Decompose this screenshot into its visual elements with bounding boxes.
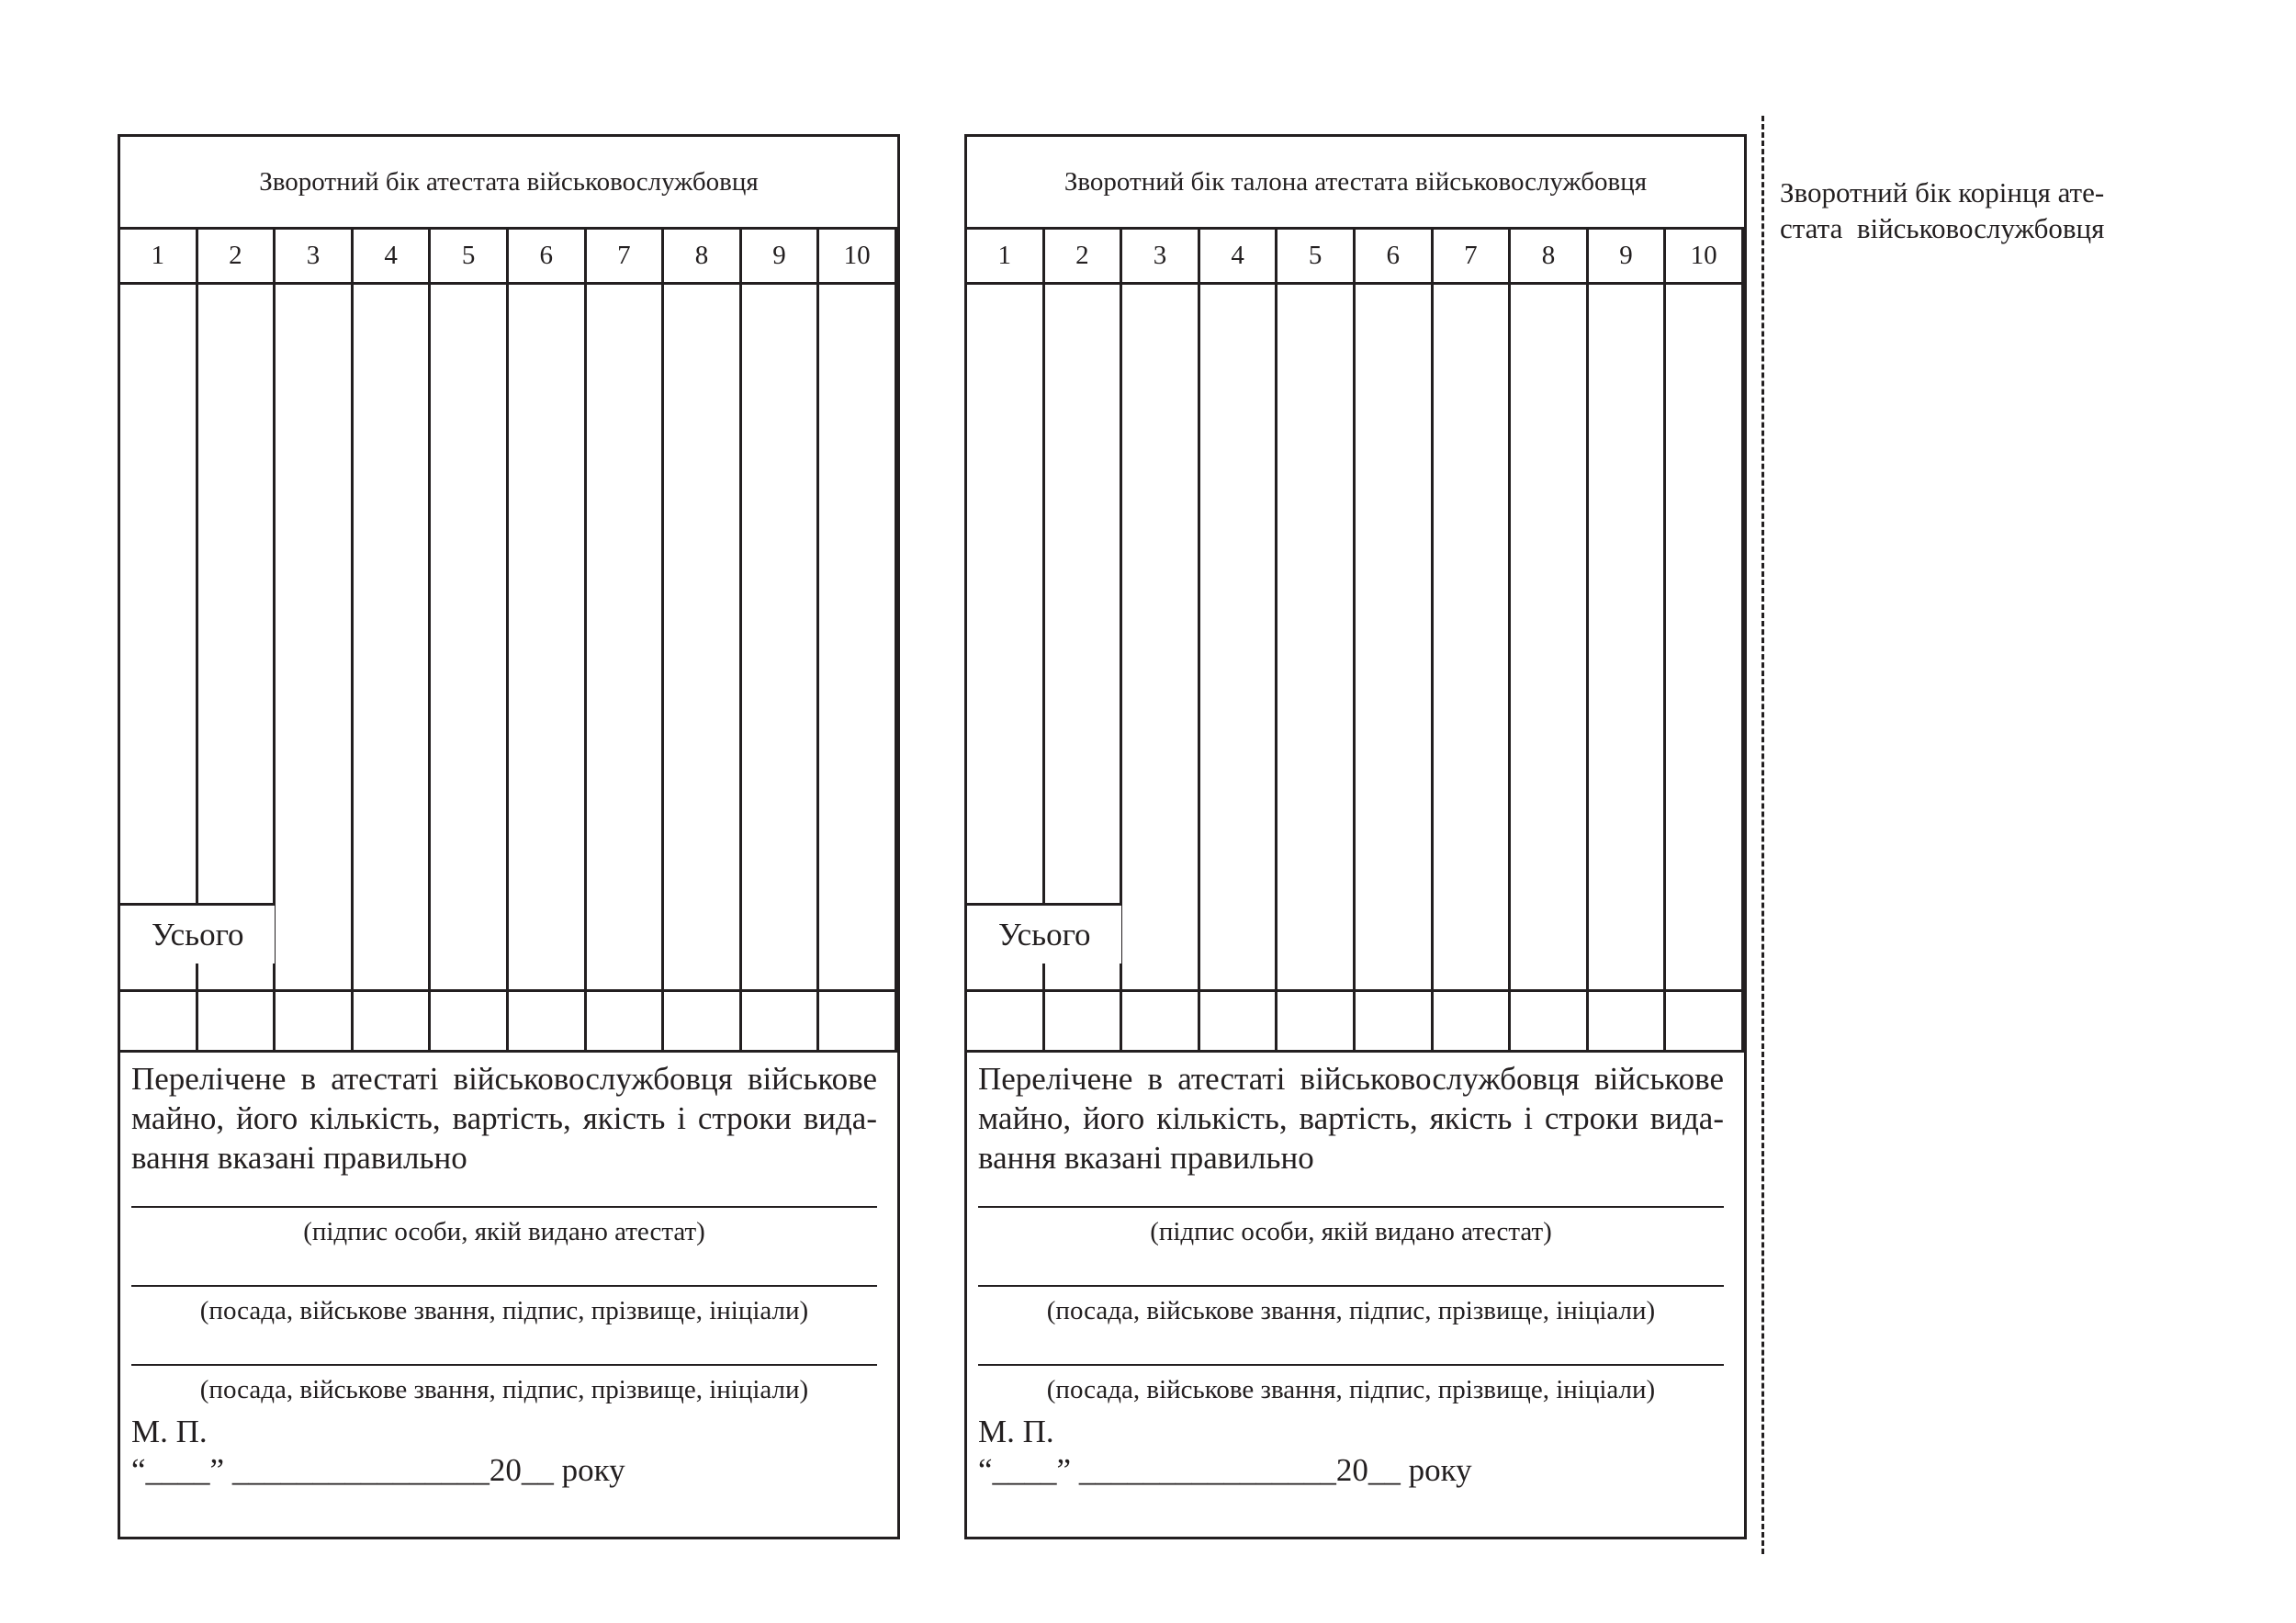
total-cell[interactable] bbox=[1200, 989, 1276, 1050]
column-header: 1 bbox=[120, 230, 196, 285]
table-column bbox=[587, 230, 665, 1050]
total-cell[interactable] bbox=[1277, 989, 1353, 1050]
total-label: Усього bbox=[120, 903, 275, 964]
certification-text: Перелічене в атестаті військовослужбовця військове майно, його кількість, вартість, якість і строки вида-вання вказані правильно bbox=[978, 1061, 1724, 1176]
column-cell[interactable] bbox=[1200, 285, 1276, 902]
table-column bbox=[742, 230, 820, 1050]
signature-line-official-1[interactable] bbox=[978, 1285, 1724, 1287]
column-header: 2 bbox=[198, 230, 274, 285]
table-column bbox=[276, 230, 354, 1050]
total-cell[interactable] bbox=[509, 989, 584, 1050]
total-label: Усього bbox=[967, 903, 1121, 964]
form-title: Зворотний бік талона атестата військовослужбовця bbox=[967, 137, 1744, 230]
signature-caption-official-1: (посада, військове звання, підпис, прізвище, ініціали) bbox=[199, 1296, 809, 1325]
signature-line-official-1[interactable] bbox=[131, 1285, 877, 1287]
column-header: 4 bbox=[1200, 230, 1276, 285]
signature-line-recipient[interactable] bbox=[131, 1206, 877, 1208]
column-cell[interactable] bbox=[1045, 285, 1120, 902]
column-header: 6 bbox=[509, 230, 584, 285]
table-column bbox=[354, 230, 432, 1050]
stub-title-line-2: стата військовослужбовця bbox=[1780, 212, 2105, 244]
column-header: 9 bbox=[1589, 230, 1664, 285]
column-cell[interactable] bbox=[354, 285, 429, 902]
table-column bbox=[1434, 230, 1512, 1050]
table-column bbox=[664, 230, 742, 1050]
date-line[interactable]: “____” ________________20__ року bbox=[978, 1452, 1472, 1488]
column-cell[interactable] bbox=[431, 285, 506, 902]
total-cell[interactable] bbox=[1666, 989, 1741, 1050]
column-header: 8 bbox=[1511, 230, 1586, 285]
stamp-place-label: М. П. bbox=[978, 1414, 1054, 1449]
column-cell[interactable] bbox=[1589, 285, 1664, 902]
column-header: 10 bbox=[1666, 230, 1741, 285]
column-cell[interactable] bbox=[509, 285, 584, 902]
table-column bbox=[1589, 230, 1667, 1050]
column-cell[interactable] bbox=[198, 285, 274, 902]
table-column bbox=[431, 230, 509, 1050]
certification-text: Перелічене в атестаті військовослужбовця військове майно, його кількість, вартість, якість і строки вида-вання вказані правильно bbox=[131, 1061, 877, 1176]
certification-block bbox=[967, 1055, 1744, 1537]
column-header: 10 bbox=[819, 230, 895, 285]
column-cell[interactable] bbox=[1511, 285, 1586, 902]
table-column bbox=[509, 230, 587, 1050]
form-title: Зворотний бік атестата військовослужбовця bbox=[120, 137, 897, 230]
total-cell[interactable] bbox=[742, 989, 817, 1050]
stub-title-line-1: Зворотний бік корінця ате- bbox=[1780, 176, 2105, 209]
column-header: 4 bbox=[354, 230, 429, 285]
table-column bbox=[1356, 230, 1434, 1050]
column-header: 7 bbox=[587, 230, 662, 285]
table-column bbox=[819, 230, 897, 1050]
total-cell[interactable] bbox=[1511, 989, 1586, 1050]
certificate-back-form bbox=[118, 134, 900, 1539]
table-column bbox=[1277, 230, 1356, 1050]
signature-line-recipient[interactable] bbox=[978, 1206, 1724, 1208]
total-cell[interactable] bbox=[354, 989, 429, 1050]
column-cell[interactable] bbox=[276, 285, 351, 902]
column-cell[interactable] bbox=[664, 285, 739, 902]
certification-block bbox=[120, 1055, 897, 1537]
total-cell[interactable] bbox=[819, 989, 895, 1050]
total-cell[interactable] bbox=[664, 989, 739, 1050]
column-header: 3 bbox=[1122, 230, 1198, 285]
table-column bbox=[1122, 230, 1200, 1050]
signature-line-official-2[interactable] bbox=[978, 1364, 1724, 1366]
total-cell[interactable] bbox=[198, 989, 274, 1050]
total-cell[interactable] bbox=[120, 989, 196, 1050]
column-header: 7 bbox=[1434, 230, 1509, 285]
signature-caption-recipient: (підпис особи, якій видано атестат) bbox=[1150, 1217, 1552, 1246]
table-column bbox=[1200, 230, 1278, 1050]
column-cell[interactable] bbox=[120, 285, 196, 902]
table-column bbox=[1511, 230, 1589, 1050]
signature-caption-official-2: (посада, військове звання, підпис, прізвище, ініціали) bbox=[1046, 1375, 1656, 1404]
total-cell[interactable] bbox=[431, 989, 506, 1050]
column-cell[interactable] bbox=[1434, 285, 1509, 902]
column-header: 8 bbox=[664, 230, 739, 285]
items-table bbox=[967, 230, 1744, 1053]
total-cell[interactable] bbox=[587, 989, 662, 1050]
items-table bbox=[120, 230, 897, 1053]
column-header: 3 bbox=[276, 230, 351, 285]
column-cell[interactable] bbox=[1122, 285, 1198, 902]
column-header: 5 bbox=[431, 230, 506, 285]
column-cell[interactable] bbox=[967, 285, 1042, 902]
signature-caption-recipient: (підпис особи, якій видано атестат) bbox=[303, 1217, 705, 1246]
total-cell[interactable] bbox=[1122, 989, 1198, 1050]
column-header: 1 bbox=[967, 230, 1042, 285]
signature-line-official-2[interactable] bbox=[131, 1364, 877, 1366]
total-cell[interactable] bbox=[1434, 989, 1509, 1050]
cut-line bbox=[1761, 116, 1764, 1554]
total-cell[interactable] bbox=[967, 989, 1042, 1050]
total-cell[interactable] bbox=[1045, 989, 1120, 1050]
signature-caption-official-2: (посада, військове звання, підпис, прізвище, ініціали) bbox=[199, 1375, 809, 1404]
column-cell[interactable] bbox=[1277, 285, 1353, 902]
signature-caption-official-1: (посада, військове звання, підпис, прізвище, ініціали) bbox=[1046, 1296, 1656, 1325]
column-header: 6 bbox=[1356, 230, 1431, 285]
column-cell[interactable] bbox=[819, 285, 895, 902]
stub-title bbox=[1780, 175, 2166, 246]
column-cell[interactable] bbox=[1666, 285, 1741, 902]
column-header: 2 bbox=[1045, 230, 1120, 285]
column-cell[interactable] bbox=[587, 285, 662, 902]
table-column bbox=[1666, 230, 1744, 1050]
column-cell[interactable] bbox=[1356, 285, 1431, 902]
column-cell[interactable] bbox=[742, 285, 817, 902]
total-cell[interactable] bbox=[1589, 989, 1664, 1050]
total-cell[interactable] bbox=[276, 989, 351, 1050]
stamp-place-label: М. П. bbox=[131, 1414, 208, 1449]
coupon-back-form bbox=[964, 134, 1747, 1539]
column-header: 9 bbox=[742, 230, 817, 285]
column-header: 5 bbox=[1277, 230, 1353, 285]
date-line[interactable]: “____” ________________20__ року bbox=[131, 1452, 625, 1488]
total-cell[interactable] bbox=[1356, 989, 1431, 1050]
